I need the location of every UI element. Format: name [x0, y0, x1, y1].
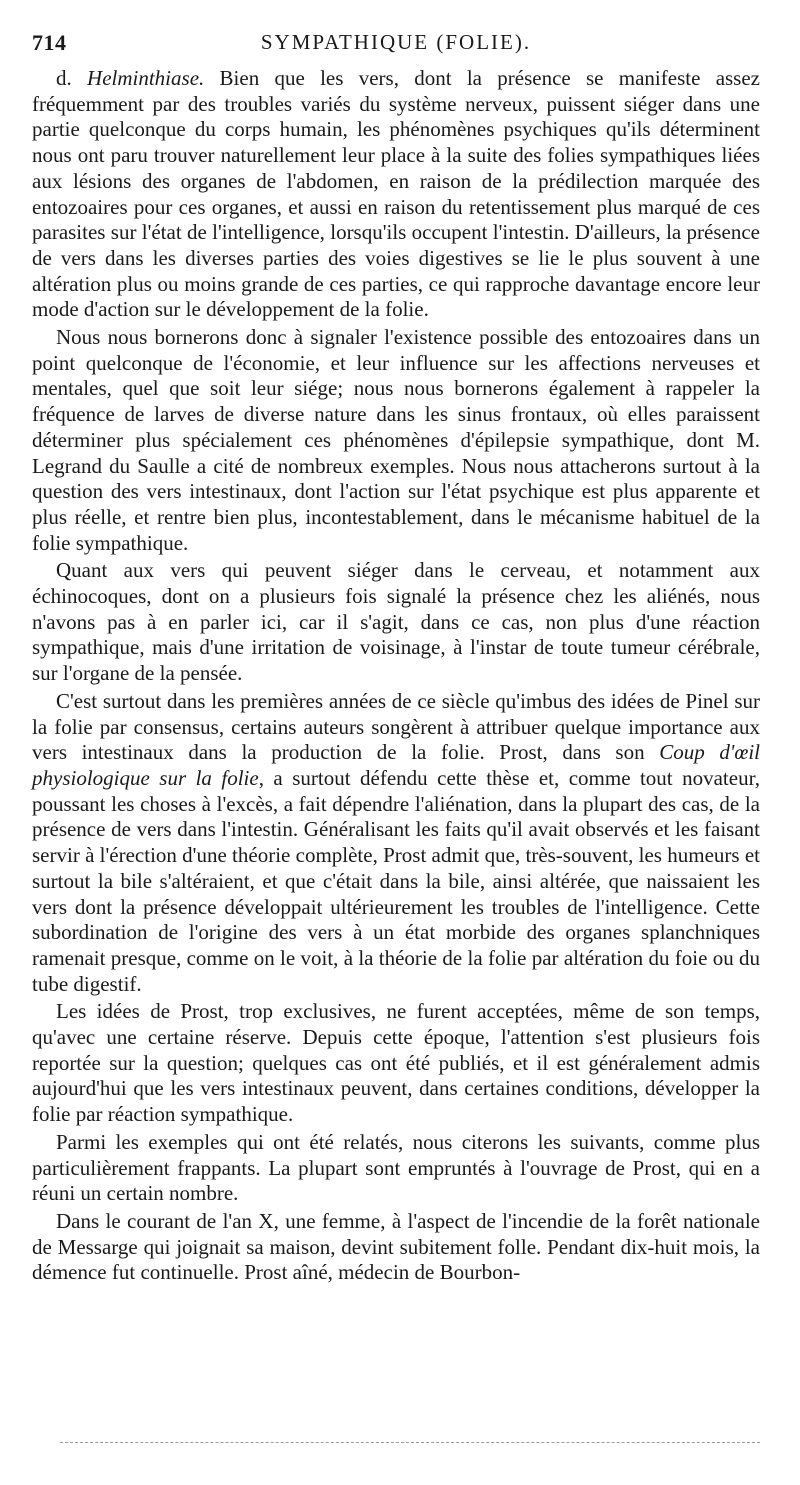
paragraph: Dans le courant de l'an X, une femme, à l'aspect de l'incendie de la forêt nationale de Messarge qui joignait sa maison, devint subitement folle. Pendant dix-huit mois, la démence fut continuelle. Prost aîné, médecin de Bourbon-	[32, 1208, 760, 1285]
paragraph: Quant aux vers qui peuvent siéger dans le cerveau, et notamment aux échinocoques, dont on a plusieurs fois signalé la présence chez les aliénés, nous n'avons pas à en parler ici, car il s'agit, dans ce cas, non plus d'une réaction sympathique, mais d'une irritation de voisinage, à l'instar de toute tumeur cérébrale, sur l'organe de la pensée.	[32, 558, 760, 686]
paragraph: Parmi les exemples qui ont été relatés, nous citerons les suivants, comme plus particulièrement frappants. La plupart sont empruntés à l'ouvrage de Prost, qui en a réuni un certain nombre.	[32, 1129, 760, 1206]
footer-rule	[60, 1442, 760, 1443]
paragraph-helminthiase	[32, 66, 760, 323]
book-title: Coup d'œil physiologique sur la folie	[32, 740, 760, 790]
paragraph-text: Bien que les vers, dont la présence se manifeste assez fréquemment par des troubles variés du système nerveux, puissent siéger dans une partie quelconque du corps humain, les phénomènes psychiques qu'ils déterminent nous ont paru trouver naturellement leur place à la suite des folies sympathiques liées aux lésions des organes de l'abdomen, en raison de la prédilection marquée des entozoaires pour ces organes, et aussi en raison du retentissement plus marqué de ces parasites sur l'état de l'intelligence, lorsqu'ils occupent l'intestin. D'ailleurs, la présence de vers dans les diverses parties des voies digestives se lie le plus souvent à une altération plus ou moins grande de ces parties, ce qui rapproche davantage encore leur mode d'action sur le développement de la folie.	[32, 66, 760, 322]
page-number: 714	[32, 30, 67, 55]
page-body	[32, 66, 760, 1286]
running-header	[32, 30, 760, 62]
paragraph: Nous nous bornerons donc à signaler l'existence possible des entozoaires dans un point quelconque de l'économie, et leur influence sur les affections nerveuses et mentales, quel que soit leur siége; nous nous bornerons également à rappeler la fréquence de larves de diverse nature dans les sinus frontaux, où elles paraissent déterminer plus spécialement ces phénomènes d'épilepsie sympathique, dont M. Legrand du Saulle a cité de nombreux exemples. Nous nous attacherons surtout à la question des vers intestinaux, dont l'action sur l'état psychique est plus apparente et plus réelle, et rentre bien plus, incontestablement, dans le mécanisme habituel de la folie sympathique.	[32, 325, 760, 555]
running-title: SYMPATHIQUE (FOLIE).	[260, 30, 532, 54]
section-heading: Helminthiase.	[87, 66, 205, 90]
paragraph-text: , a surtout défendu cette thèse et, comme tout novateur, poussant les choses à l'excès, a fait dépendre l'aliénation, dans la plupart des cas, de la présence de vers dans l'intestin. Généralisant les faits qu'il avait observés et les faisant servir à l'érection d'une théorie complète, Prost admit que, très-souvent, les humeurs et surtout la bile s'altéraient, et que c'était dans la bile, ainsi altérée, que naissaient les vers dont la présence développait ultérieurement les troubles de l'intelligence. Cette subordination de l'origine des vers à un état morbide des organes splanchniques ramenait presque, comme on le voit, à la théorie de la folie par altération du foie ou du tube digestif.	[32, 765, 760, 996]
paragraph-prost	[32, 689, 760, 997]
paragraph-text: C'est surtout dans les premières années de ce siècle qu'imbus des idées de Pinel sur la folie par consensus, certains auteurs songèrent à attribuer quelque importance aux vers intestinaux dans la production de la folie. Prost, dans son	[32, 688, 760, 765]
paragraph: Les idées de Prost, trop exclusives, ne furent acceptées, même de son temps, qu'avec une certaine réserve. Depuis cette époque, l'attention s'est plusieurs fois reportée sur la question; quelques cas ont été publiés, et il est généralement admis aujourd'hui que les vers intestinaux peuvent, dans certaines conditions, développer la folie par réaction sympathique.	[32, 999, 760, 1127]
section-label: d.	[56, 66, 72, 90]
